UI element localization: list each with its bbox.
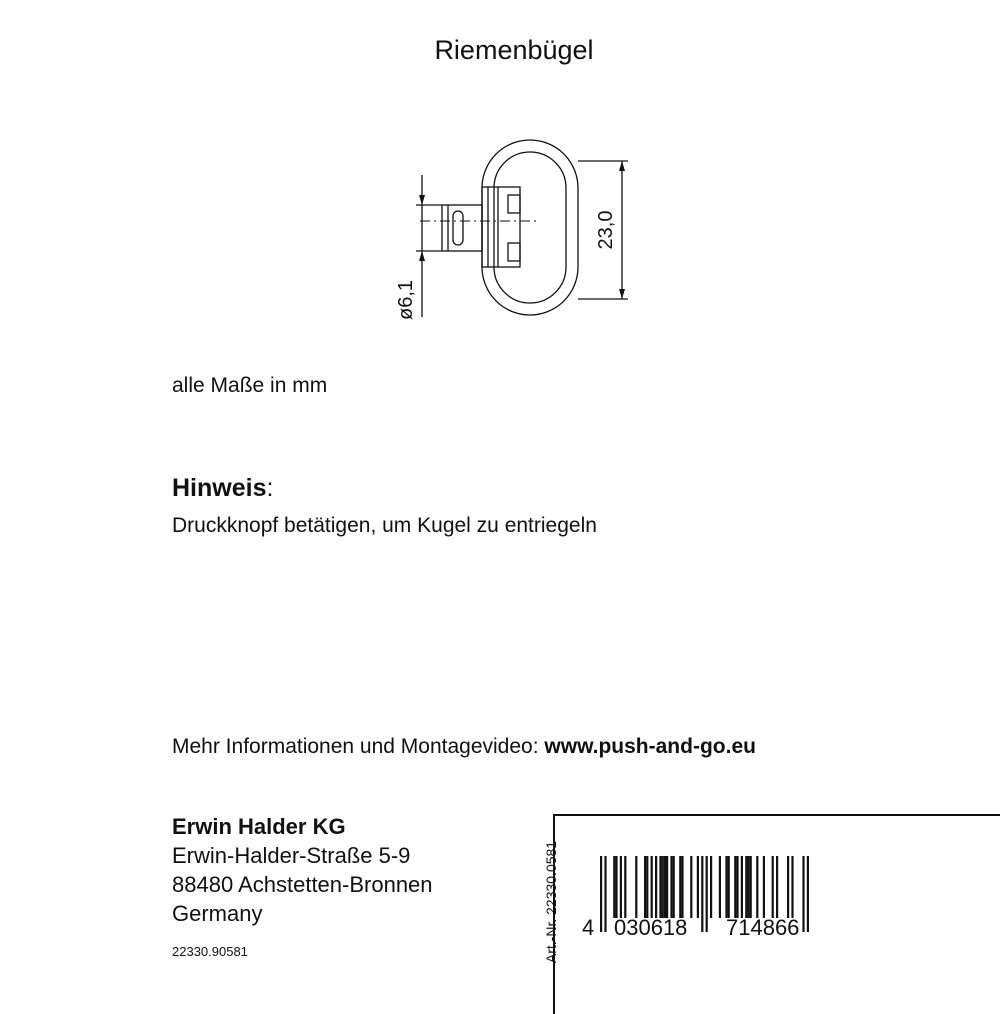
barcode-bar <box>706 856 708 932</box>
barcode-bar <box>681 856 683 918</box>
barcode-bar <box>725 856 727 918</box>
barcode-bar <box>662 856 664 918</box>
website-link[interactable]: www.push-and-go.eu <box>544 735 756 758</box>
bracket-outer-loop <box>482 140 578 315</box>
barcode-bar <box>701 856 703 932</box>
diameter-dimension: ø6,1 <box>395 279 417 321</box>
hint-heading-label: Hinweis <box>172 474 267 502</box>
barcode-bar <box>651 856 653 918</box>
address-street: Erwin-Halder-Straße 5-9 <box>172 843 411 868</box>
barcode-bar <box>673 856 675 918</box>
technical-drawing <box>380 135 640 335</box>
barcode-bar <box>728 856 730 918</box>
barcode-bar <box>807 856 809 932</box>
barcode-bar <box>747 856 749 918</box>
barcode-bar <box>787 856 789 918</box>
barcode-bar <box>734 856 736 918</box>
document-number: 22330.90581 <box>172 944 248 959</box>
company-address <box>172 812 433 928</box>
barcode-bar <box>644 856 646 918</box>
hint-text: Druckknopf betätigen, um Kugel zu entriegeln <box>172 514 597 537</box>
more-info-label: Mehr Informationen und Montagevideo: <box>172 735 545 758</box>
barcode-bar <box>756 856 758 918</box>
barcode-digit-first: 4 <box>582 915 595 940</box>
barcode-bar <box>659 856 661 918</box>
barcode-bar <box>741 856 743 918</box>
barcode-bar <box>679 856 681 918</box>
address-country: Germany <box>172 901 263 926</box>
barcode-bar <box>666 856 668 918</box>
barcode-bar <box>690 856 692 918</box>
barcode-bar <box>604 856 606 932</box>
article-number: Art.-Nr. 22330.0581 <box>543 840 559 964</box>
barcode-bar <box>600 856 602 932</box>
barcode-bar <box>624 856 626 918</box>
address-city: 88480 Achstetten-Bronnen <box>172 872 433 897</box>
barcode-bar <box>635 856 637 918</box>
barcode-bar <box>802 856 804 932</box>
barcode-bar <box>655 856 657 918</box>
units-note: alle Maße in mm <box>172 374 328 397</box>
barcode-bar <box>736 856 738 918</box>
barcode-bar <box>745 856 747 918</box>
barcode-digits-right: 714866 <box>726 915 800 940</box>
barcode-bar <box>664 856 666 918</box>
barcode-bar <box>772 856 774 918</box>
barcode-bar <box>620 856 622 918</box>
barcode-bar <box>791 856 793 918</box>
barcode-bar <box>613 856 615 918</box>
barcode-bar <box>763 856 765 918</box>
bracket-inner-loop <box>494 152 566 303</box>
hint-heading-colon: : <box>266 474 274 502</box>
barcode-bar <box>670 856 672 918</box>
barcode-bar <box>697 856 699 918</box>
barcode-bar <box>750 856 752 918</box>
hint-heading <box>172 474 273 503</box>
barcode-bar <box>776 856 778 918</box>
page-title: Riemenbügel <box>434 35 594 65</box>
barcode-bar <box>615 856 617 918</box>
company-name: Erwin Halder KG <box>172 814 346 839</box>
more-info <box>172 735 756 759</box>
barcode-digits-left: 030618 <box>614 915 688 940</box>
height-dimension: 23,0 <box>595 210 617 250</box>
barcode-bar <box>646 856 648 918</box>
barcode-bar <box>719 856 721 918</box>
barcode-bar <box>710 856 712 918</box>
